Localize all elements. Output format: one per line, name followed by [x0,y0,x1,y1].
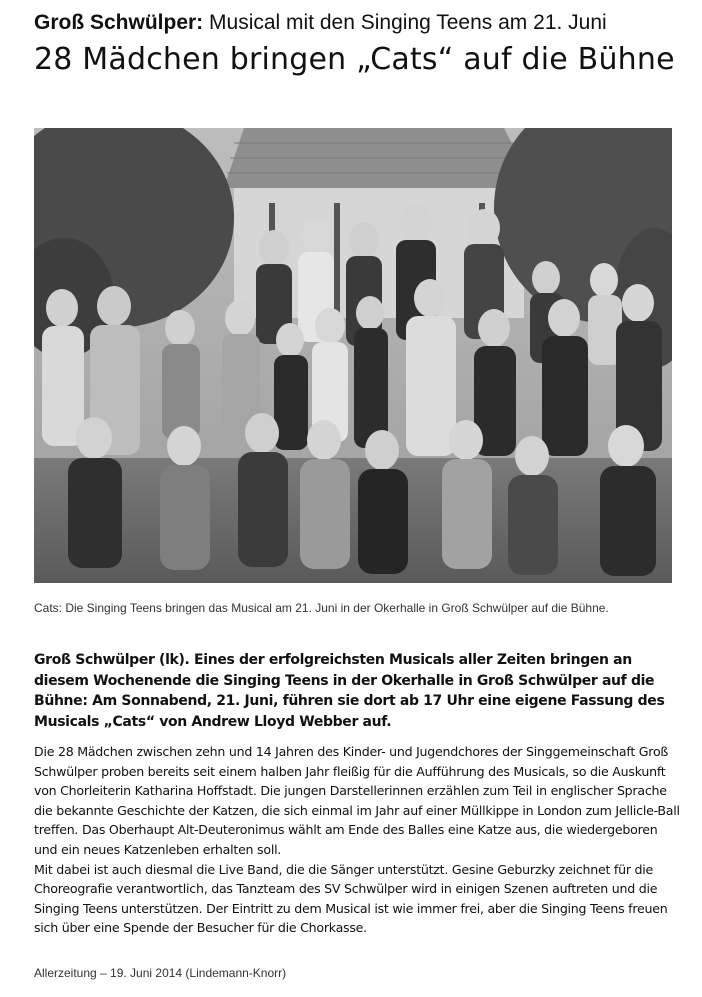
group-photo [34,128,672,583]
kicker-place: Groß Schwülper: [34,11,204,34]
article-body [34,742,684,938]
group-photo-illustration [34,128,672,583]
article-source: Allerzeitung – 19. Juni 2014 (Lindemann-Knorr) [34,966,287,980]
article-lead: Groß Schwülper (lk). Eines der erfolgreichsten Musicals aller Zeiten bringen an diesem Wochenende die Singing Teens in der Okerhalle in Groß Schwülper auf die Bühne: Am Sonnabend, 21. Juni, führen sie dort ab 17 Uhr eine eigene Fassung des Musicals „Cats“ von Andrew Lloyd Webber auf. [34,652,665,730]
ground [34,458,672,583]
body-paragraph: Mit dabei ist auch diesmal die Live Band, die die Sänger unterstützt. Gesine Geburzky zeichnet für die Choreografie verantwortlich, das Tanzteam des SV Schwülper wird in einigen Szenen auftreten und die Singing Teens unterstützen. Der Eintritt zu dem Musical ist wie immer frei, aber die Singing Teens freuen sich über eine Spende der Besucher für die Chorkasse. [34,861,668,936]
kicker-text: Musical mit den Singing Teens am 21. Juni [209,11,607,34]
photo-caption: Cats: Die Singing Teens bringen das Musical am 21. Juni in der Okerhalle in Groß Schwülper auf die Bühne. [34,601,609,615]
article-kicker [34,10,684,35]
body-paragraph: Die 28 Mädchen zwischen zehn und 14 Jahren des Kinder- und Jugendchores der Singgemeinschaft Groß Schwülper proben bereits seit einem halben Jahr fleißig für die Aufführung des Musicals, so die Auskunft von Chorleiterin Katharina Hoffstadt. Die jungen Darstellerinnen erzählen zum Teil in englischer Sprache die bekannte Geschichte der Katzen, die sich einmal im Jahr auf einer Müllkippe in London zum Jellicle-Ball treffen. Das Oberhaupt Alt-Deuteronimus wählt am Ende des Balles eine Katze aus, die wiedergeboren und ein neues Katzenleben erhalten soll. [34,744,680,857]
article-headline: 28 Mädchen bringen „Cats“ auf die Bühne [34,42,675,77]
